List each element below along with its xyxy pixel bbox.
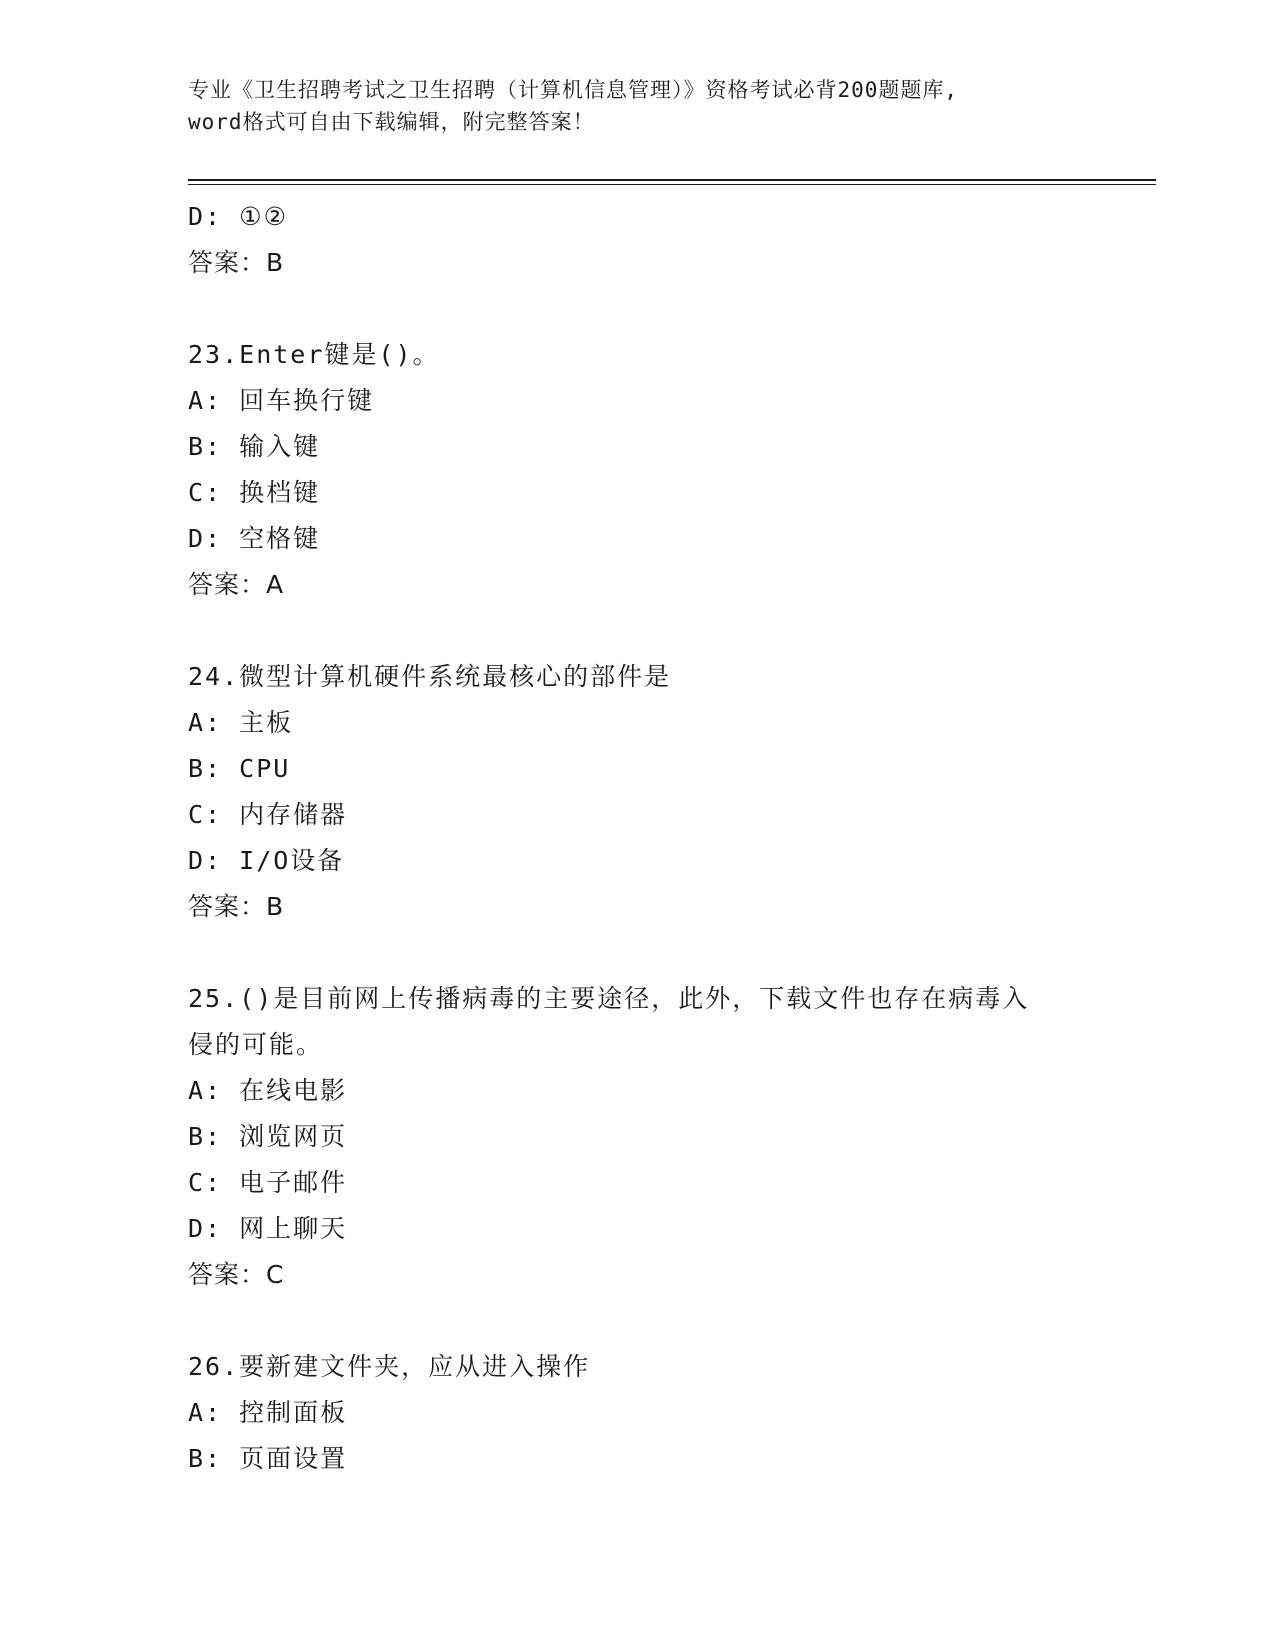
carryover-option-d: D: ①② [188,202,288,231]
option-c: C: 内存储器 [188,800,348,829]
header-title-line1: 专业《卫生招聘考试之卫生招聘（计算机信息管理）》资格考试必背200题题库, [188,78,959,102]
option-a: A: 回车换行键 [188,386,375,415]
option-b: B: 页面设置 [188,1444,348,1473]
option-d: D: 空格键 [188,524,321,553]
header-title-line2: word格式可自由下载编辑，附完整答案！ [188,110,595,134]
option-d: D: 网上聊天 [188,1214,348,1243]
answer: 答案：B [188,892,285,921]
question-stem: 23.Enter键是()。 [188,340,440,369]
question-list [188,194,1088,1482]
question-24 [188,654,1088,930]
spacer [188,930,1088,976]
question-23 [188,332,1088,608]
question-stem-line1: 25.()是目前网上传播病毒的主要途径，此外，下载文件也存在病毒入 [188,984,1030,1013]
option-b: B: 输入键 [188,432,321,461]
header-divider-thin [188,184,1156,185]
option-b: B: 浏览网页 [188,1122,348,1151]
question-stem-line2: 侵的可能。 [188,1030,324,1059]
spacer [188,1298,1088,1344]
question-26 [188,1344,1088,1482]
option-a: A: 主板 [188,708,294,737]
option-a: A: 控制面板 [188,1398,348,1427]
option-c: C: 电子邮件 [188,1168,348,1197]
answer: 答案：A [188,570,285,599]
spacer [188,608,1088,654]
question-25 [188,976,1088,1298]
carryover-answer: 答案：B [188,248,285,277]
option-a: A: 在线电影 [188,1076,348,1105]
answer: 答案：C [188,1260,285,1289]
document-header [188,74,1088,138]
option-c: C: 换档键 [188,478,321,507]
option-d: D: I/O设备 [188,846,345,875]
question-stem: 24.微型计算机硬件系统最核心的部件是 [188,662,672,691]
question-stem: 26.要新建文件夹，应从进入操作 [188,1352,591,1381]
spacer [188,286,1088,332]
header-divider-thick [188,179,1156,181]
option-b: B: CPU [188,754,291,783]
